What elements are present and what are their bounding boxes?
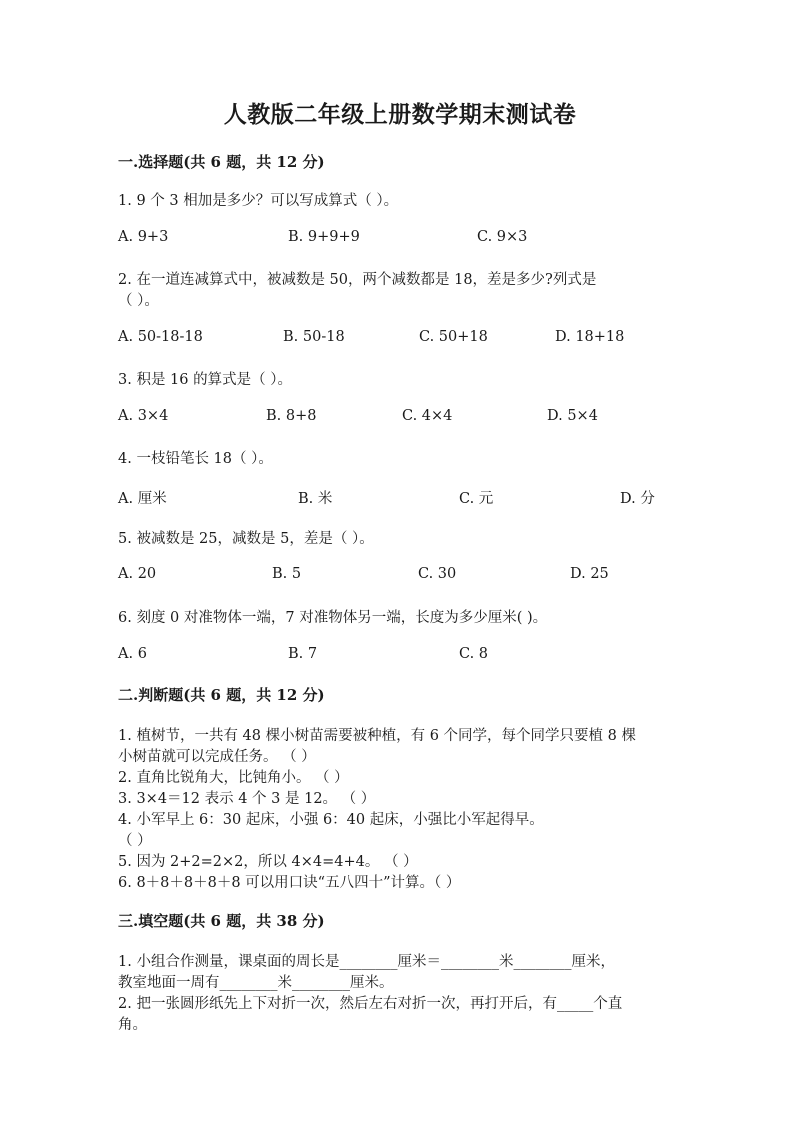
question-text: 4. 一枝铅笔长 18（ ）。: [118, 451, 273, 467]
statement-line: 3. 3×4＝12 表示 4 个 3 是 12。 （ ）: [118, 791, 376, 807]
option-c: C. 30: [418, 566, 457, 582]
option-b: B. 7: [288, 646, 318, 662]
question-text: 5. 被减数是 25，减数是 5，差是（ ）。: [118, 531, 374, 547]
option-a: A. 9+3: [118, 229, 169, 245]
statement-line: 6. 8＋8＋8＋8＋8 可以用口诀“五八四十”计算。（ ）: [118, 875, 461, 891]
page-title: 人教版二年级上册数学期末测试卷: [223, 101, 577, 128]
option-a: A. 6: [118, 646, 147, 662]
fill-line: 角。: [118, 1017, 147, 1033]
option-b: B. 50-18: [283, 329, 345, 345]
option-d: D. 25: [570, 566, 609, 582]
option-c: C. 9×3: [477, 229, 528, 245]
statement-line: 2. 直角比锐角大，比钝角小。 （ ）: [118, 770, 349, 786]
statement-line: 5. 因为 2+2=2×2，所以 4×4=4+4。 （ ）: [118, 854, 418, 870]
option-d: D. 分: [620, 491, 655, 507]
statement-line: 小树苗就可以完成任务。 （ ）: [118, 749, 316, 765]
option-c: C. 元: [459, 491, 494, 507]
option-b: B. 5: [272, 566, 302, 582]
option-d: D. 18+18: [555, 329, 625, 345]
option-a: A. 3×4: [118, 408, 169, 424]
option-a: A. 厘米: [118, 491, 167, 507]
option-b: B. 米: [298, 491, 333, 507]
section-heading-choice: 一.选择题(共 6 题，共 12 分): [118, 153, 325, 171]
question-text: （ ）。: [118, 293, 159, 309]
option-c: C. 8: [459, 646, 489, 662]
option-c: C. 50+18: [419, 329, 488, 345]
question-text: 3. 积是 16 的算式是（ ）。: [118, 372, 292, 388]
option-d: D. 5×4: [547, 408, 598, 424]
question-text: 2. 在一道连减算式中，被减数是 50，两个减数都是 18，差是多少?列式是: [118, 272, 597, 288]
option-b: B. 8+8: [266, 408, 317, 424]
question-text: 6. 刻度 0 对准物体一端，7 对准物体另一端，长度为多少厘米( )。: [118, 610, 548, 626]
section-heading-judge: 二.判断题(共 6 题，共 12 分): [118, 686, 325, 704]
option-a: A. 50-18-18: [118, 329, 203, 345]
question-text: 1. 9 个 3 相加是多少？可以写成算式（ ）。: [118, 193, 399, 209]
fill-line: 1. 小组合作测量，课桌面的周长是________厘米＝________米________厘米，: [118, 954, 615, 970]
option-a: A. 20: [118, 566, 157, 582]
statement-line: 1. 植树节，一共有 48 棵小树苗需要被种植，有 6 个同学，每个同学只要植 8 棵: [118, 728, 636, 744]
statement-line: （ ）: [118, 833, 152, 849]
section-heading-fill: 三.填空题(共 6 题，共 38 分): [118, 912, 325, 930]
option-b: B. 9+9+9: [288, 229, 360, 245]
statement-line: 4. 小军早上 6：30 起床，小强 6：40 起床，小强比小军起得早。: [118, 812, 544, 828]
fill-line: 2. 把一张圆形纸先上下对折一次，然后左右对折一次，再打开后，有_____个直: [118, 996, 623, 1012]
option-c: C. 4×4: [402, 408, 453, 424]
fill-line: 教室地面一周有________米________厘米。: [118, 975, 394, 991]
